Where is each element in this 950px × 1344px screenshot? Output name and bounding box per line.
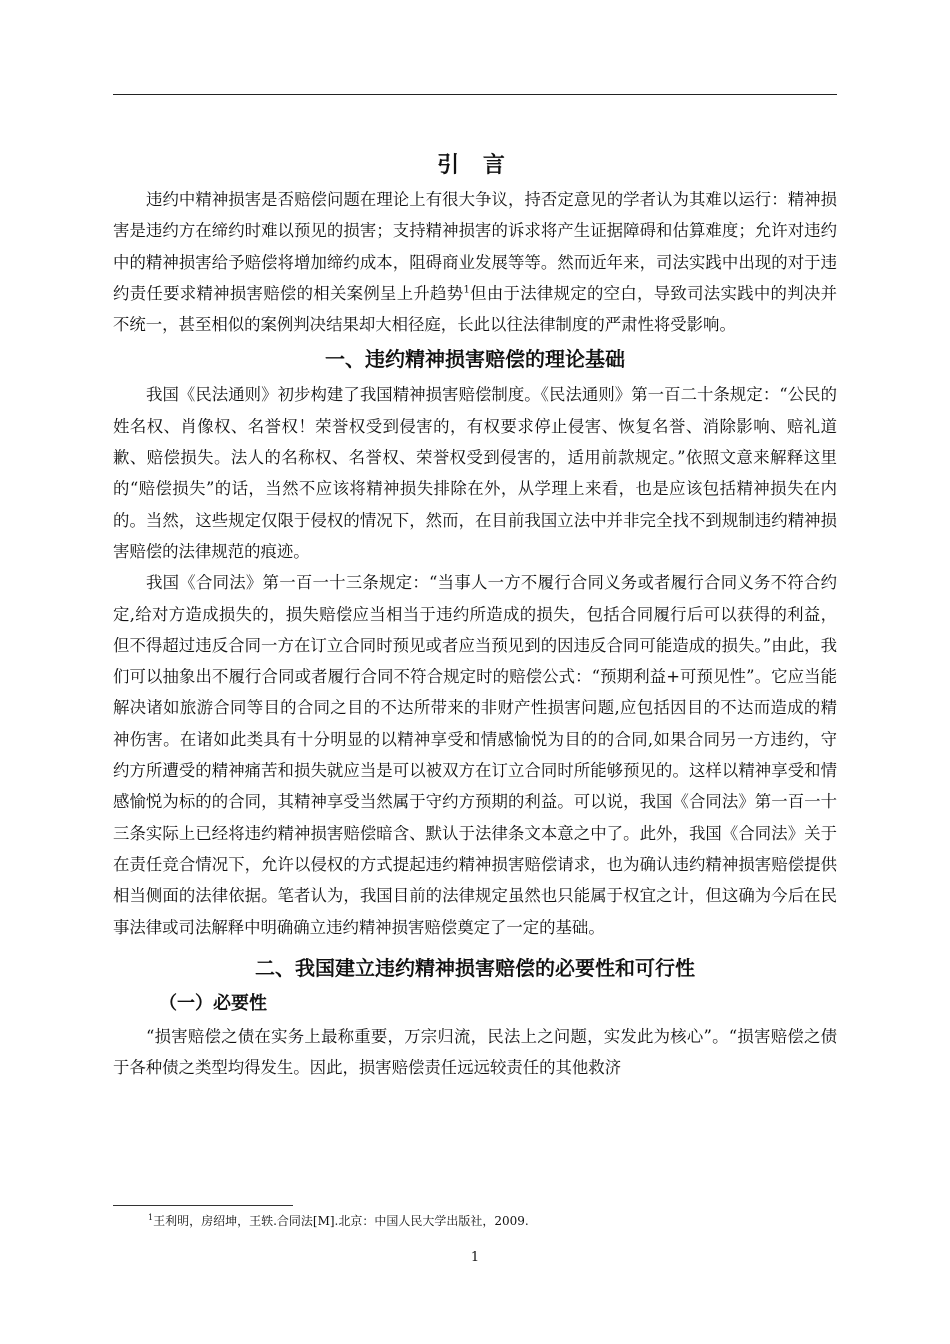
section-2-paragraph-1: “损害赔偿之债在实务上最称重要，万宗归流，民法上之问题，实发此为核心”。“损害赔偿之债于各种债之类型均得发生。因此，损害赔偿责任远远较责任的其他救济 [113, 1026, 837, 1078]
section-1-paragraph-2: 我国《合同法》第一百一十三条规定：“当事人一方不履行合同义务或者履行合同义务不符合约定,给对方造成损失的，损失赔偿应当相当于违约所造成的损失，包括合同履行后可以获得的利益，但不得超过违反合同一方在订立合同时预见或者应当预见到的因违反合同可能造成的损失。”由此，我们可以抽象出不履行合同或者履行合同不符合规定时的赔偿公式：“预期利益+可预见性”。它应当能解决诸如旅游合同等目的合同之目的不达所带来的非财产性损害问题,应包括因目的不达而造成的精神伤害。在诸如此类具有十分明显的以精神享受和情感愉悦为目的的合同,如果合同另一方违约，守约方所遭受的精神痛苦和损失就应当是可以被双方在订立合同时所能够预见的。这样以精神享受和情感愉悦为标的的合同，其精神享受当然属于守约方预期的利益。可以说，我国《合同法》第一百一十三条实际上已经将违约精神损害赔偿暗含、默认于法律条文本意之中了。此外，我国《合同法》关于在责任竞合情况下，允许以侵权的方式提起违约精神损害赔偿请求，也为确认违约精神损害赔偿提供相当侧面的法律依据。笔者认为，我国目前的法律规定虽然也只能属于权宜之计，但这确为今后在民事法律或司法解释中明确确立违约精神损害赔偿奠定了一定的基础。 [113, 573, 837, 937]
intro-paragraph [113, 184, 837, 340]
page-number: 1 [470, 1250, 480, 1265]
footnote-text: 王利明，房绍坤，王轶.合同法[M].北京：中国人民大学出版社，2009. [153, 1214, 529, 1228]
footnote [148, 1212, 529, 1230]
page-body [113, 148, 837, 1083]
intro-text-b: 但由于法律规定的空白，导致司法实践中的判决并不统一，甚至相似的案例判决结果却大相径庭，长此以往法律制度的严肃性将受影响。 [113, 283, 837, 335]
section-1-heading: 一、违约精神损害赔偿的理论基础 [325, 347, 625, 372]
section-2-heading: 二、我国建立违约精神损害赔偿的必要性和可行性 [255, 955, 695, 980]
intro-title: 引 言 [437, 153, 513, 178]
footnote-ref[interactable]: 1 [463, 284, 470, 296]
intro-text-a: 违约中精神损害是否赔偿问题在理论上有很大争议，持否定意见的学者认为其难以运行：精神损害是违约方在缔约时难以预见的损害；支持精神损害的诉求将产生证据障碍和估算难度；允许对违约中的精神损害给予赔偿将增加缔约成本，阻碍商业发展等等。然而近年来，司法实践中出现的对于违约责任要求精神损害赔偿的相关案例呈上升趋势 [113, 190, 837, 303]
section-1-paragraph-1: 我国《民法通则》初步构建了我国精神损害赔偿制度。《民法通则》第一百二十条规定：“公民的姓名权、肖像权、名誉权！荣誉权受到侵害的，有权要求停止侵害、恢复名誉、消除影响、赔礼道歉、赔偿损失。法人的名称权、名誉权、荣誉权受到侵害的，适用前款规定。”依照文意来解释这里的“赔偿损失”的话，当然不应该将精神损失排除在外，从学理上来看，也是应该包括精神损失在内的。当然，这些规定仅限于侵权的情况下，然而，在目前我国立法中并非完全找不到规制违约精神损害赔偿的法律规范的痕迹。 [113, 385, 837, 561]
header-rule [113, 94, 837, 95]
footnote-mark: 1 [148, 1213, 154, 1222]
footnote-rule [113, 1205, 293, 1206]
section-2-subheading: （一）必要性 [159, 992, 267, 1014]
